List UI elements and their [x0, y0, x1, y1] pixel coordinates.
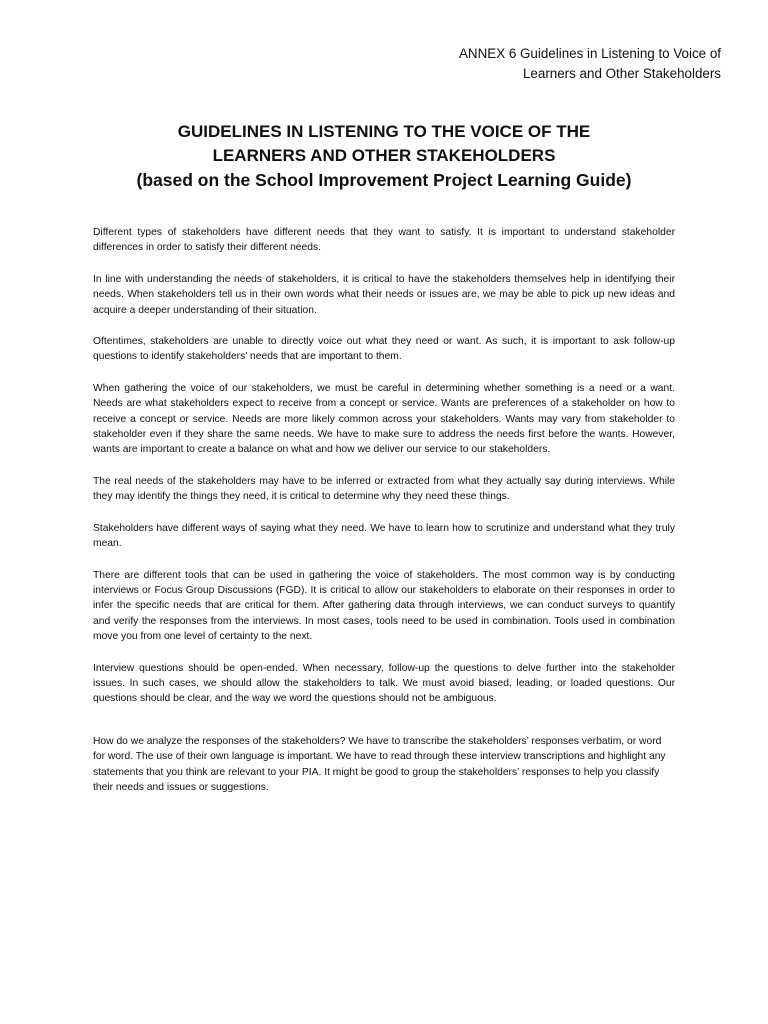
title-line-2: LEARNERS AND OTHER STAKEHOLDERS	[212, 146, 556, 165]
paragraph-1: Different types of stakeholders have different needs that they want to satisfy. It is important to understand stakeholder differences in order to satisfy their different needs.	[93, 227, 675, 254]
paragraph-8: Interview questions should be open-ended. When necessary, follow-up the questions to delve further into the stakeholder issues. In such cases, we should allow the stakeholders to talk. We must avoid biased, leading, or loaded questions. Our questions should be clear, and the way we word the questions should not be ambiguous.	[93, 662, 675, 705]
document-body	[93, 225, 675, 811]
title-line-1: GUIDELINES IN LISTENING TO THE VOICE OF THE	[177, 122, 591, 141]
paragraph-2: In line with understanding the needs of stakeholders, it is critical to have the stakeholders themselves help in identifying their needs. When stakeholders tell us in their own words what their needs or issues are, we may be able to pick up new ideas and acquire a deeper understanding of their situation.	[93, 273, 675, 316]
paragraph-4: When gathering the voice of our stakeholders, we must be careful in determining whether something is a need or a want. Needs are what stakeholders expect to receive from a concept or service. Wants are preferences of a stakeholder on how to receive a concept or service. Needs are more likely common across your stakeholders. Wants may vary from stakeholder to stakeholder even if they share the same needs. We have to make sure to address the needs first before the wants. However, wants are important to create a balance on what and how we deliver our service to our stakeholders.	[93, 382, 675, 456]
annex-header-line-1: ANNEX 6 Guidelines in Listening to Voice of	[458, 46, 721, 61]
paragraph-3: Oftentimes, stakeholders are unable to directly voice out what they need or want. As such, it is important to ask follow-up questions to identify stakeholders’ needs that are important to them.	[93, 336, 675, 363]
document-title	[60, 120, 708, 192]
title-subtitle: (based on the School Improvement Project Learning Guide)	[136, 170, 632, 190]
paragraph-9: How do we analyze the responses of the stakeholders? We have to transcribe the stakeholders’ responses verbatim, or word for word. The use of their own language is important. We have to read through these interview transcriptions and highlight any statements that you think are relevant to your PIA. It might be good to group the stakeholders’ responses to help you classify their needs and issues or suggestions.	[93, 735, 666, 793]
paragraph-6: Stakeholders have different ways of saying what they need. We have to learn how to scrutinize and understand what they truly mean.	[93, 522, 675, 550]
annex-header-line-2: Learners and Other Stakeholders	[522, 66, 721, 81]
paragraph-7: There are different tools that can be used in gathering the voice of stakeholders. The most common way is by conducting interviews or Focus Group Discussions (FGD). It is critical to allow our stakeholders to elaborate on their responses in order to infer the specific needs that are critical for them. After gathering data through interviews, we can conduct surveys to quantify and verify the responses from the interviews. In most cases, tools need to be used in combination. Tools used in combination move you from one level of certainty to the next.	[93, 569, 675, 643]
paragraph-5: The real needs of the stakeholders may have to be inferred or extracted from what they actually say during interviews. While they may identify the things they need, it is critical to determine why they need these things.	[93, 475, 675, 503]
annex-header	[391, 44, 721, 84]
